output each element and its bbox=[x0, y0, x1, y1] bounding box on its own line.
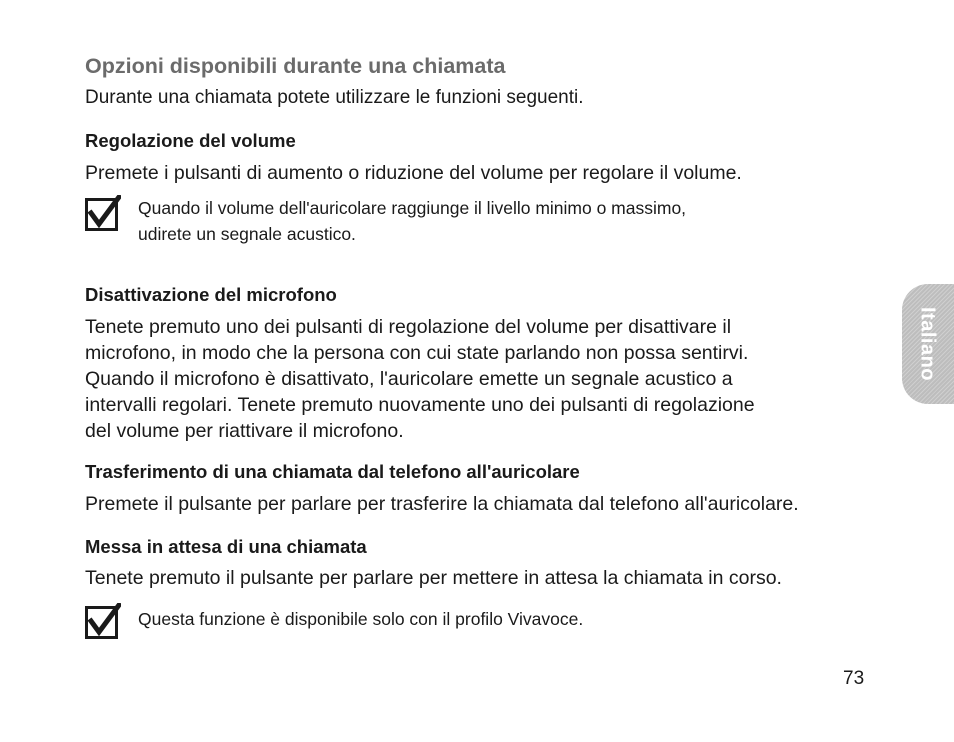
section-heading-transfer: Trasferimento di una chiamata dal telefono all'auricolare bbox=[85, 461, 580, 482]
text-line: Premete il pulsante per parlare per trasferire la chiamata dal telefono all'auricolare. bbox=[85, 493, 799, 515]
text-line: udirete un segnale acustico. bbox=[138, 224, 356, 244]
section-heading-mute: Disattivazione del microfono bbox=[85, 284, 337, 305]
text-line: Questa funzione è disponibile solo con il profilo Vivavoce. bbox=[138, 609, 584, 629]
note-text bbox=[138, 606, 583, 632]
section-text-mute bbox=[85, 314, 755, 444]
text-line: microfono, in modo che la persona con cui state parlando non possa sentirvi. bbox=[85, 342, 749, 364]
section-heading-volume: Regolazione del volume bbox=[85, 130, 296, 151]
checkbox-check-icon bbox=[85, 195, 121, 231]
section-text-volume bbox=[85, 160, 742, 186]
text-line: Tenete premuto il pulsante per parlare per mettere in attesa la chiamata in corso. bbox=[85, 567, 782, 589]
text-line: Quando il volume dell'auricolare raggiunge il livello minimo o massimo, bbox=[138, 198, 687, 218]
section-text-transfer bbox=[85, 491, 799, 517]
checkbox-check-icon bbox=[85, 603, 121, 639]
section-heading-hold: Messa in attesa di una chiamata bbox=[85, 536, 367, 557]
page-number: 73 bbox=[843, 668, 865, 689]
text-line: intervalli regolari. Tenete premuto nuovamente uno dei pulsanti di regolazione bbox=[85, 394, 755, 416]
text-line: Tenete premuto uno dei pulsanti di regolazione del volume per disattivare il bbox=[85, 316, 732, 338]
text-line: del volume per riattivare il microfono. bbox=[85, 420, 404, 442]
section-text-hold bbox=[85, 565, 782, 591]
page-title: Opzioni disponibili durante una chiamata bbox=[85, 54, 506, 78]
note-text bbox=[138, 195, 686, 247]
text-line: Premete i pulsanti di aumento o riduzione del volume per regolare il volume. bbox=[85, 162, 742, 184]
language-tab-label: Italiano bbox=[916, 306, 939, 382]
text-line: Quando il microfono è disattivato, l'auricolare emette un segnale acustico a bbox=[85, 368, 733, 390]
language-side-tab bbox=[902, 284, 954, 404]
intro-text: Durante una chiamata potete utilizzare le funzioni seguenti. bbox=[85, 87, 584, 108]
